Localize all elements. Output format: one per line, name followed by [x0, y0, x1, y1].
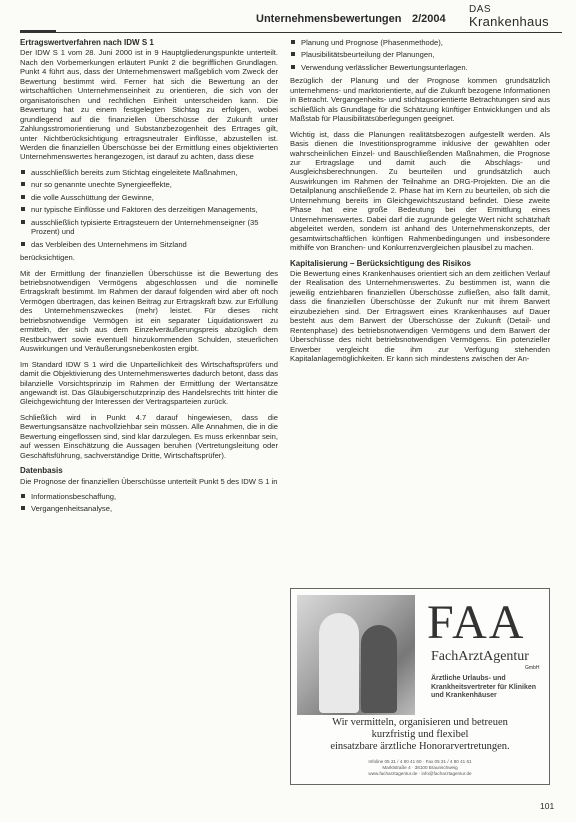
ad-company-name: FachArztAgentur — [431, 649, 529, 664]
paragraph: berücksichtigen. — [20, 253, 75, 263]
header-rule-mark — [20, 30, 56, 32]
ad-photo-doctors — [297, 595, 415, 715]
paragraph: Der IDW S 1 vom 28. Juni 2000 ist in 9 Hauptgliederungspunkte unterteilt. Nach den Vorbemerkungen erläutert Punkt 2 die begrifflichen Grundlagen. Punkt 4 führt aus, dass der Unternehmenswert maßgeblich vom Zweck der Bewertung bestimmt wird. Ferner hat sich die Bewertung an der wirtschaftlichen Unternehmenseinheit zu orientieren, die sich von der organisatorischen und rechtlichen Einheit unterscheiden kann. Die Bewertung hat zu einem festgelegten Stichtag zu erfolgen, wobei grundlegend auf die finanziellen Überschüsse der Zukunft unter Zahlungsstromorientierung und Substanzbezogenheit des Ertrages gilt, unter Nichtberücksichtigung ertragsneutraler Einflüsse, abzustellen ist. Werden die finanziellen Überschüsse bei der Ermittlung eines objektivierten Unternehmenswertes herangezogen, ist darauf zu achten, dass diese — [20, 48, 278, 162]
journal-logo-line2: Krankenhaus — [469, 14, 549, 29]
ad-photo-person — [361, 625, 397, 713]
list-item: nur typische Einflüsse und Faktoren des derzeitigen Managements, — [20, 205, 278, 214]
ad-contact-line: Infoline 05 31 / 4 80 41 60 · Fax 05 31 / 4 80 41 61 — [368, 759, 472, 764]
ad-logo: FAA — [427, 596, 526, 649]
right-column — [290, 38, 550, 370]
ad-slogan-line: einsatzbare ärztliche Honorarvertretungen. — [330, 741, 510, 752]
ad-company-suffix: GmbH — [525, 665, 540, 671]
ad-photo-person — [319, 613, 359, 713]
paragraph: Die Prognose der finanziellen Überschüsse unterteilt Punkt 5 des IDW S 1 in — [20, 476, 278, 486]
ad-slogan — [297, 717, 543, 753]
page-header — [20, 4, 562, 33]
bullet-list — [20, 492, 278, 514]
section-heading-datenbasis: Datenbasis — [20, 466, 63, 476]
ad-contact — [297, 759, 543, 777]
list-item: Planung und Prognose (Phasenmethode), — [290, 38, 550, 47]
list-item: das Verbleiben des Unternehmens im Sitzland — [20, 240, 278, 249]
list-item: die volle Ausschüttung der Gewinne, — [20, 193, 278, 202]
paragraph: Bezüglich der Planung und der Prognose kommen grundsätzlich unternehmens- und marktorientierte, auf die Zukunft bezogene Informationen in Betracht. Vergangenheits- und stichtagsorientierte Betrachtungen sind aus schließlich als Grundlage für die Schätzung künftiger Entwicklungen und als Maßstab für Plausibilitätsüberlegungen geeignet. — [290, 76, 550, 124]
list-item: Plausibilitätsbeurteilung der Planungen, — [290, 50, 550, 59]
paragraph: Mit der Ermittlung der finanziellen Überschüsse ist die Bewertung des betriebsnotwendigen Vermögens abgeschlossen und die nominelle Ertragskraft bestimmt. Im Rahmen der darauf folgenden wird aber oft noch Vermögen übertragen, das keinen Beitrag zur Ertragskraft bzw. zur Erfüllung des Unternehmenszweckes (mehr) leistet. Für dieses nicht betriebsnotwendige Vermögen ist ein separater Liquidationswert zu ermitteln, der sich aus dem Einzelveräußerungspreis abzüglich dem Restbuchwert sowie eventuell hinzukommenden Schulden, steuerlichen Auswirkungen und Veräußerungsnebenkosten ergibt. — [20, 268, 278, 354]
list-item: Vergangenheitsanalyse, — [20, 504, 278, 513]
list-item: Informationsbeschaffung, — [20, 492, 278, 501]
paragraph: Schließlich wird in Punkt 4.7 darauf hingewiesen, dass die Bewertungsansätze nachvollziehbar sein müssen. Alle Annahmen, die in die Bewertung eingeflossen sind, sind klar darzulegen. Es muss erkennbar sein, auf wessen Einschätzung die Aussagen beruhen (Vertretungsleitung oder Geschäftsführung, sachverständige Dritte, Wirtschaftsprüfer). — [20, 412, 278, 460]
page-number: 101 — [540, 801, 555, 811]
list-item: ausschließlich typisierte Ertragsteuern der Unternehmenseigner (35 Prozent) und — [20, 218, 278, 237]
ad-contact-line: Marktstraße 4 · 38100 Braunschweig — [382, 765, 458, 770]
journal-logo — [469, 4, 565, 28]
list-item: nur so genannte unechte Synergieeffekte, — [20, 180, 278, 189]
list-item: Verwendung verlässlicher Bewertungsunterlagen. — [290, 63, 550, 72]
paragraph: Im Standard IDW S 1 wird die Unparteilichkeit des Wirtschaftsprüfers und damit die Objektivierung des Unternehmenswertes dadurch betont, dass das bilanzielle Vorsichtsprinzip im Rahmen der Ermittlung der Wertansätze angewandt ist. Das Gläubigerschutzprinzip des Handelsrechts tritt hinter die Gleichgewichtung der Interessen der Vertragsparteien zurück. — [20, 359, 278, 407]
bullet-list — [290, 38, 550, 72]
left-column — [20, 38, 278, 518]
journal-logo-line1: DAS — [469, 4, 492, 15]
paragraph: Wichtig ist, dass die Planungen realitätsbezogen aufgestellt werden. Als Basis dienen die Investitionsprogramme inklusive der gewählten oder wahrscheinlichen Einzel- und Bauschließenden Maßnahmen, die Prognose zur Ertragslage und damit auch die Abschlags- und Ausgleichsberechnungen. Zu beurteilen und grundsätzlich auch Auswirkungen im Rahmen der Teilnahme an DRG-Projekten. Die an die Detailplanung anschließende 2. Phase hat im Kern zu beurteilen, ob sich die Unternehmung bereits im Gleichgewichtszustand befindet. Diese zweite Phase hat eine große Bedeutung bei der Ermittlung eines Unternehmenswertes. Dabei darf die zugrunde gelegte Wert nicht schätzhaft abgeleitet werden, sondern ist anhand des Unternehmenskonzepts, der gesamtwirtschaftlichen künftigen Rahmenbedingungen und insbesondere mithilfe von Branchen- und Konkurrenzvergleichen plausibel zu machen. — [290, 129, 550, 253]
header-title: Unternehmensbewertungen — [256, 13, 402, 25]
ad-contact-line: www.facharztagentur.de · info@facharztagentur.de — [368, 771, 472, 776]
bullet-list — [20, 168, 278, 249]
ad-description: Ärztliche Urlaubs- und Krankheitsvertreter für Kliniken und Krankenhäuser — [431, 675, 537, 700]
section-heading-kapitalisierung: Kapitalisierung – Berücksichtigung des Risikos — [290, 258, 471, 268]
section-heading-ertragswert: Ertragswertverfahren nach IDW S 1 — [20, 38, 154, 47]
list-item: ausschließlich bereits zum Stichtag eingeleitete Maßnahmen, — [20, 168, 278, 177]
ad-slogan-line: kurzfristig und flexibel — [371, 729, 469, 740]
header-issue: 2/2004 — [412, 13, 446, 25]
ad-slogan-line: Wir vermitteln, organisieren und betreuen — [332, 717, 508, 728]
paragraph: Die Bewertung eines Krankenhauses orientiert sich an dem zeitlichen Verlauf der Realisation des Unternehmenswertes. Zu bestimmen ist, wann die jeweilig entziehbaren finanziellen Überschüsse zufließen, also fällt damit, dass die finanziellen Überschüsse der Zukunft nur mit ihrem Barwert einzubeziehen sind. Der Ertragswert eines Krankenhauses auf Dauer besteht aus dem Barwert der Überschüsse der Zukunft (Detail- und Rentenphase) des betriebsnotwendigen Vermögens und dem Barwert der Überschüsse des nicht betriebsnotwendigen Vermögens. Ein potenzieller Erwerber vergleicht die ihm zur Verfügung stehenden Kapitalanlagemöglichkeiten. Er kann sich mindestens zwischen der An- — [290, 268, 550, 364]
advertisement — [290, 588, 550, 785]
